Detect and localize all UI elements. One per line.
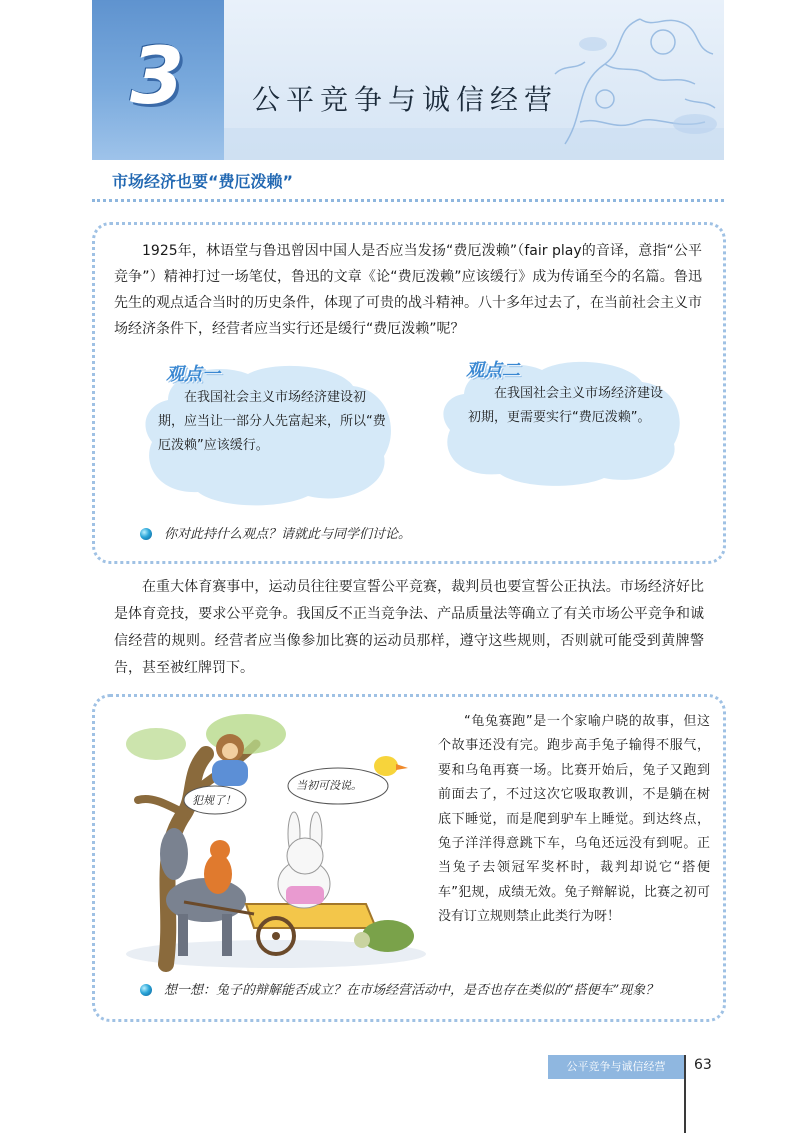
- viewpoint-one-title: 观点一: [166, 364, 220, 385]
- body-paragraph: [114, 574, 704, 682]
- discussion-prompt: 你对此持什么观点？请就此与同学们讨论。: [164, 527, 412, 542]
- page-number: 63: [694, 1057, 712, 1073]
- intro-paragraph: [114, 238, 702, 342]
- story-paragraph: [438, 710, 710, 930]
- story-text: “龟兔赛跑”是一个家喻户晓的故事，但这个故事还没有完。跑步高手兔子输得不服气，要和乌龟再赛一场。比赛开始后，兔子又跑到前面去了，不过这次它吸取教训，不是躺在树底下睡觉，而是爬到驴车上睡觉。到达终点，兔子洋洋得意跳下车，乌龟还远没有到呢。正当兔子去领冠军奖杯时，裁判却说它“搭便车”犯规，成绩无效。兔子辩解说，比赛之初可没有订立规则禁止此类行为呀！: [438, 714, 710, 925]
- viewpoint-two-title: 观点二: [466, 360, 520, 381]
- intro-text: 1925年，林语堂与鲁迅曾因中国人是否应当发扬“费厄泼赖”（fair play的音译，意指“公平竞争”）精神打过一场笔仗，鲁迅的文章《论“费厄泼赖”应该缓行》成为传诵至今的名篇。鲁迅先生的观点适合当时的历史条件，体现了可贵的战斗精神。八十多年过去了，在当前社会主义市场经济条件下，经营者应当实行还是缓行“费厄泼赖”呢？: [114, 243, 702, 337]
- chapter-title: 公平竞争与诚信经营: [252, 83, 559, 116]
- body-text: 在重大体育赛事中，运动员往往要宣誓公平竞赛，裁判员也要宣誓公正执法。市场经济好比是体育竞技，要求公平竞争。我国反不正当竞争法、产品质量法等确立了有关市场公平竞争和诚信经营的规则。经营者应当像参加比赛的运动员那样，遵守这些规则，否则就可能受到黄牌警告，甚至被红牌罚下。: [114, 579, 704, 676]
- bullet-icon: [140, 528, 152, 540]
- viewpoint-one-text: 在我国社会主义市场经济建设初期，应当让一部分人先富起来，所以“费厄泼赖”应该缓行。: [158, 390, 386, 453]
- tortoise-hare-illustration: [126, 704, 426, 972]
- speech-text-left: 犯规了！: [192, 794, 236, 807]
- bullet-icon: [140, 984, 152, 996]
- viewpoint-two-text: 在我国社会主义市场经济建设初期，更需要实行“费厄泼赖”。: [468, 386, 664, 425]
- header-decoration-illustration: [545, 4, 725, 154]
- chapter-number: 3: [130, 32, 185, 122]
- viewpoint-two-body: [468, 382, 668, 430]
- think-prompt: 想一想：兔子的辩解能否成立？在市场经营活动中，是否也存在类似的“搭便车”现象？: [164, 983, 659, 998]
- footer-chapter-label: 公平竞争与诚信经营: [566, 1060, 666, 1073]
- section-title: 市场经济也要“费厄泼赖”: [112, 172, 294, 191]
- section-divider: [92, 199, 724, 202]
- speech-text-right: 当初可没说。: [296, 779, 362, 792]
- footer-divider: [684, 1055, 686, 1133]
- viewpoint-one-body: [158, 386, 386, 458]
